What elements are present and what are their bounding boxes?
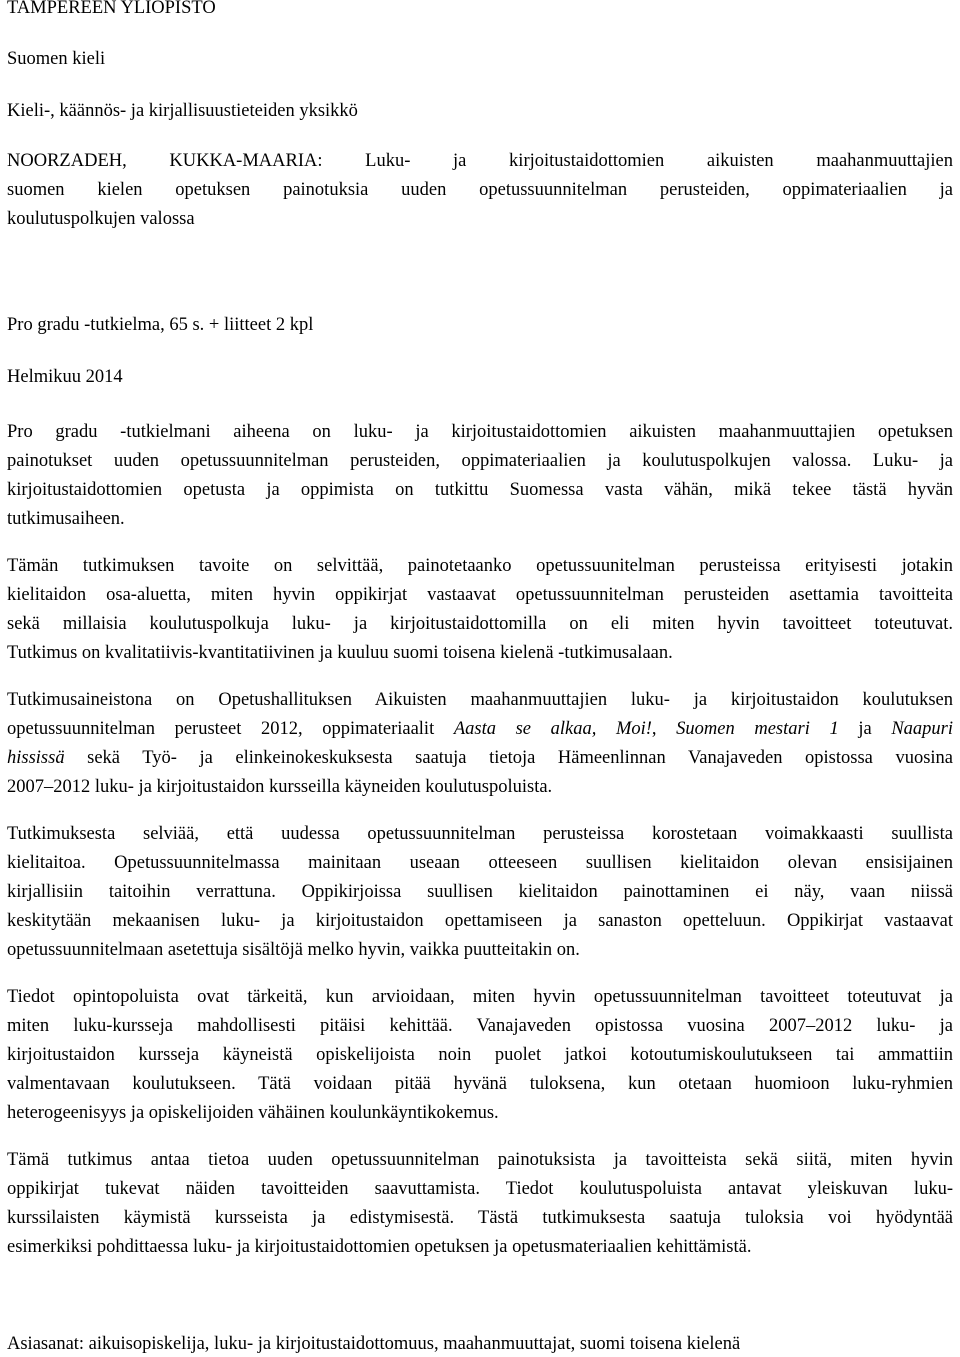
- paragraph-line: [7, 744, 953, 773]
- text-run: opetussuunnitelman perusteet 2012, oppimateriaalit: [7, 719, 454, 739]
- subject-name: Suomen kieli: [7, 49, 106, 69]
- paragraph-line: Pro gradu -tutkielmani aiheena on luku- ja kirjoitustaidottomien aikuisten maahanmuuttajien opetuksen: [7, 422, 953, 442]
- paragraph-line: kielitaidon osa-aluetta, miten hyvin oppikirjat vastaavat opetussuunnitelman perusteiden asettamia tavoitteita: [7, 585, 953, 605]
- abstract-paragraph-4: [7, 820, 953, 965]
- paragraph-line: Tutkimusaineistona on Opetushallituksen Aikuisten maahanmuuttajien luku- ja kirjoitustaidon koulutuksen: [7, 690, 953, 710]
- author-title-line: koulutuspolkujen valossa: [7, 209, 195, 229]
- keywords: Asiasanat: aikuisopiskelija, luku- ja kirjoitustaidottomuus, maahanmuuttajat, suomi toisena kielenä: [7, 1334, 741, 1354]
- abstract-paragraph-6: [7, 1146, 953, 1262]
- author-title-line: suomen kielen opetuksen painotuksia uuden opetussuunnitelman perusteiden, oppimateriaalien ja: [7, 180, 953, 200]
- paragraph-line: sekä millaisia koulutuspolkuja luku- ja kirjoitustaidottomilla on eli miten hyvin tavoitteet toteutuvat.: [7, 614, 953, 634]
- book-title: Aasta se alkaa, Moi!: [453, 719, 652, 739]
- author-and-title: [7, 147, 953, 234]
- paragraph-line: oppikirjat tukevat näiden tavoitteiden saavuttamista. Tiedot koulutuspoluista antavat yleiskuvan luku-: [7, 1179, 953, 1199]
- paragraph-line: [7, 715, 953, 744]
- paragraph-line: kirjoitustaidottomien opetusta ja oppimista on tutkittu Suomessa vasta vähän, mikä tekee tästä hyvän: [7, 480, 953, 500]
- abstract-paragraph-3: [7, 686, 953, 802]
- book-title: Suomen mestari 1: [676, 719, 839, 739]
- paragraph-line: kielitaitoa. Opetussuunnitelmassa mainitaan useaan otteeseen suullisen kielitaidon olevan ensisijainen: [7, 853, 953, 873]
- text-run: sekä Työ- ja elinkeinokeskuksesta saatuja tietoja Hämeenlinnan Vanajaveden opistossa vuosina: [64, 748, 953, 768]
- paragraph-line: tutkimusaiheen.: [7, 509, 125, 529]
- paragraph-line: Tämän tutkimuksen tavoite on selvittää, painotetaanko opetussuunitelman perusteissa erityisesti jotakin: [7, 556, 953, 576]
- paragraph-line: Tutkimus on kvalitatiivis-kvantitatiivinen ja kuuluu suomi toisena kielenä -tutkimusalaan.: [7, 643, 673, 663]
- book-title: Naapuri: [891, 719, 954, 739]
- thesis-date: Helmikuu 2014: [7, 367, 123, 387]
- paragraph-line: kirjoitustaidon kursseja käyneistä opiskelijoista noin puolet jatkoi kotoutumiskoulutukseen tai ammattiin: [7, 1045, 953, 1065]
- author-title-line: NOORZADEH, KUKKA-MAARIA: Luku- ja kirjoitustaidottomien aikuisten maahanmuuttajien: [7, 151, 953, 171]
- paragraph-line: Tiedot opintopoluista ovat tärkeitä, kun arvioidaan, miten hyvin opetussuunnitelman tavoitteet toteutuvat ja: [7, 987, 953, 1007]
- text-run: ,: [651, 719, 677, 739]
- paragraph-line: opetussuunnitelmaan asetettuja sisältöjä melko hyvin, vaikka puutteitakin on.: [7, 940, 580, 960]
- paragraph-line: esimerkiksi pohdittaessa luku- ja kirjoitustaidottomien opetuksen ja opetusmateriaalien kehittämistä.: [7, 1237, 752, 1257]
- book-title: hississä: [7, 748, 65, 768]
- paragraph-line: keskitytään mekaanisen luku- ja kirjoitustaidon opettamiseen ja sanaston opetteluun. Oppikirjat vastaavat: [7, 911, 953, 931]
- paragraph-line: painotukset uuden opetussuunnitelman perusteiden, oppimateriaalien ja koulutuspolkujen valossa. Luku- ja: [7, 451, 953, 471]
- text-run: ja: [838, 719, 892, 739]
- paragraph-line: heterogeenisyys ja opiskelijoiden vähäinen koulunkäyntikokemus.: [7, 1103, 499, 1123]
- abstract-paragraph-2: [7, 552, 953, 668]
- abstract-paragraph-1: [7, 418, 953, 534]
- university-name: TAMPEREEN YLIOPISTO: [7, 0, 216, 18]
- paragraph-line: kirjallisiin taitoihin verrattuna. Oppikirjoissa suullisen kielitaidon painottaminen ei näy, vaan niissä: [7, 882, 953, 902]
- paragraph-line: Tutkimuksesta selviää, että uudessa opetussuunnitelman perusteissa korostetaan voimakkaasti suullista: [7, 824, 953, 844]
- abstract-paragraph-5: [7, 983, 953, 1128]
- paragraph-line: kurssilaisten käymistä kursseista ja edistymisestä. Tästä tutkimuksesta saatuja tuloksia voi hyödyntää: [7, 1208, 953, 1228]
- paragraph-line: Tämä tutkimus antaa tietoa uuden opetussuunnitelman painotuksista ja tavoitteista sekä siitä, miten hyvin: [7, 1150, 953, 1170]
- paragraph-line: valmentavaan koulutukseen. Tätä voidaan pitää hyvänä tuloksena, kun otetaan huomioon luku-ryhmien: [7, 1074, 953, 1094]
- paragraph-line: 2007–2012 luku- ja kirjoitustaidon kursseilla käyneiden koulutuspoluista.: [7, 777, 553, 797]
- paragraph-line: miten luku-kursseja mahdollisesti pitäisi kehittää. Vanajaveden opistossa vuosina 2007–2012 luku- ja: [7, 1016, 953, 1036]
- thesis-type-pages: Pro gradu -tutkielma, 65 s. + liitteet 2 kpl: [7, 315, 314, 335]
- unit-name: Kieli-, käännös- ja kirjallisuustieteiden yksikkö: [7, 101, 358, 121]
